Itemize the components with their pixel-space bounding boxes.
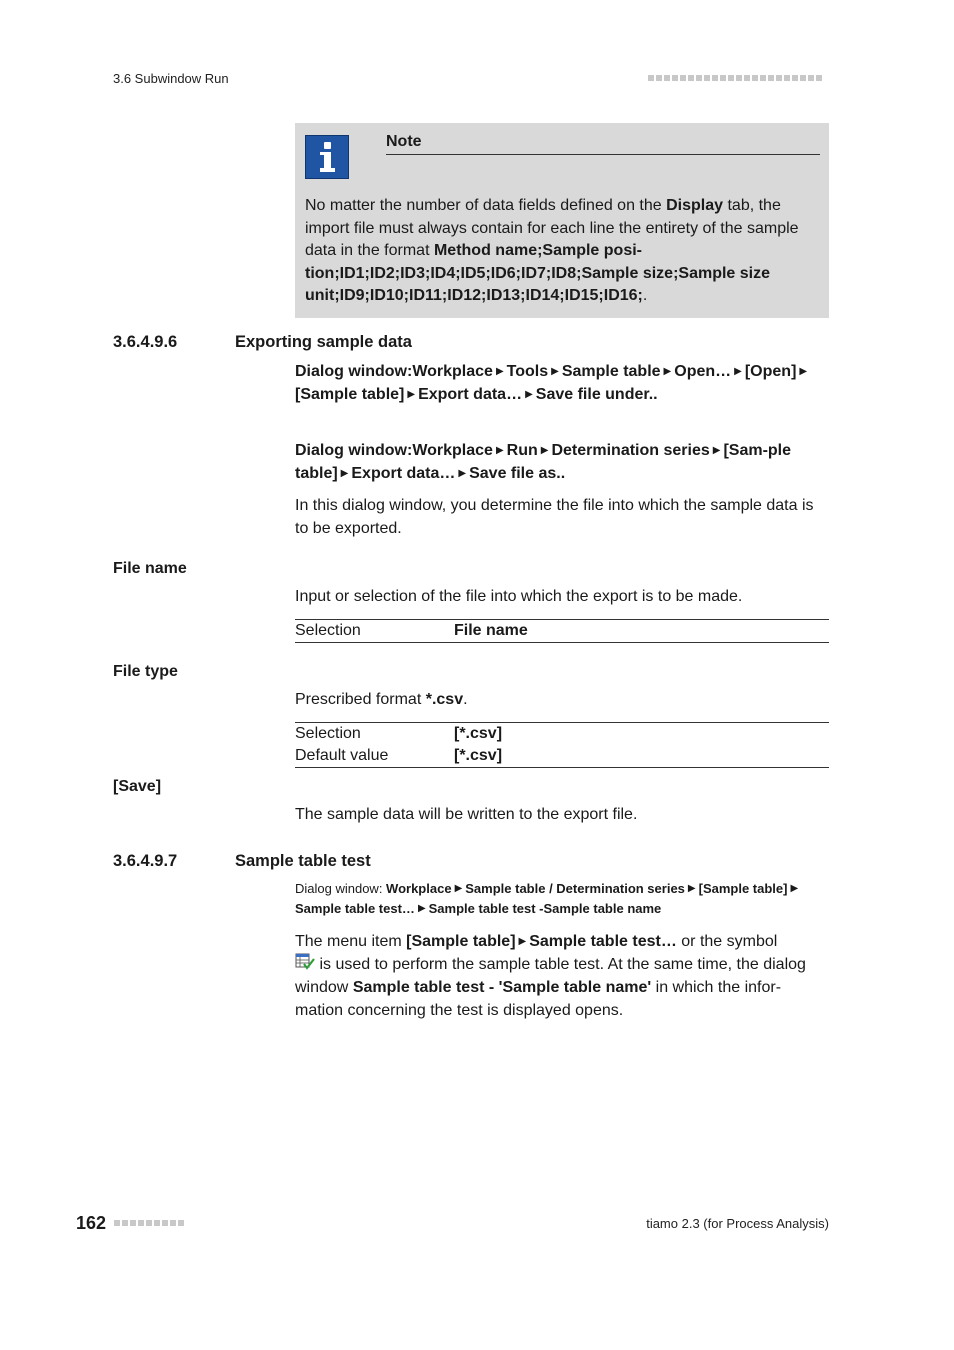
file-type-desc: Prescribed format *.csv.	[295, 691, 468, 708]
section-title: Sample table test	[235, 852, 371, 870]
table-row: Default value [*.csv]	[295, 747, 503, 764]
table-row: Selection [*.csv]	[295, 725, 503, 742]
file-name-desc: Input or selection of the file into which the export is to be made.	[295, 588, 743, 605]
test-menu-path: Dialog window: Workplace ▶ Sample table / Determination series ▶ [Sample table] ▶Sample table test… ▶ Sample table test -Sample table name	[295, 881, 799, 916]
file-type-label: File type	[113, 663, 178, 680]
save-desc: The sample data will be written to the export file.	[295, 806, 638, 823]
section-number: 3.6.4.9.7	[113, 852, 178, 870]
sample-table-test-icon	[295, 953, 315, 971]
note-title: Note	[386, 133, 820, 155]
footer-decoration	[114, 1220, 184, 1226]
menu-path-1: Dialog window:Workplace ▶ Tools ▶ Sample table ▶ Open… ▶ [Open] ▶[Sample table] ▶ Export data… ▶ Save file under..	[295, 363, 808, 403]
info-icon	[305, 135, 349, 179]
file-type-table	[295, 722, 829, 768]
file-name-label: File name	[113, 560, 187, 577]
menu-path-2: Dialog window:Workplace ▶ Run ▶ Determination series ▶ [Sam-ple table] ▶ Export data… ▶ Save file as..	[295, 442, 792, 482]
file-name-table	[295, 619, 829, 643]
save-label: [Save]	[113, 778, 162, 795]
table-row: Selection File name	[295, 622, 528, 639]
page-number: 162	[76, 1213, 107, 1233]
note-text: No matter the number of data fields defined on the Display tab, the import file must always contain for each line the entirety of the sample data in the format Method name;Sample posi-tion;ID1;ID2;ID3;ID4;ID5;ID6;ID7;ID8;Sample size;Sample size unit;ID9;ID10;ID11;ID12;ID13;ID14;ID15;ID16;.	[305, 197, 799, 304]
section-title: Exporting sample data	[235, 333, 412, 351]
section-number: 3.6.4.9.6	[113, 333, 178, 351]
running-header: 3.6 Subwindow Run	[113, 71, 229, 86]
header-decoration	[648, 75, 822, 81]
footer-product: tiamo 2.3 (for Process Analysis)	[646, 1216, 829, 1231]
test-paragraph: The menu item [Sample table] ▶ Sample table test… or the symbol is used to perform the sample table test. At the same time, the dialog window Sample table test - 'Sample table name' in which the infor-mation concerning the test is displayed opens.	[295, 933, 806, 1019]
export-intro: In this dialog window, you determine the file into which the sample data is to be exported.	[295, 497, 814, 537]
